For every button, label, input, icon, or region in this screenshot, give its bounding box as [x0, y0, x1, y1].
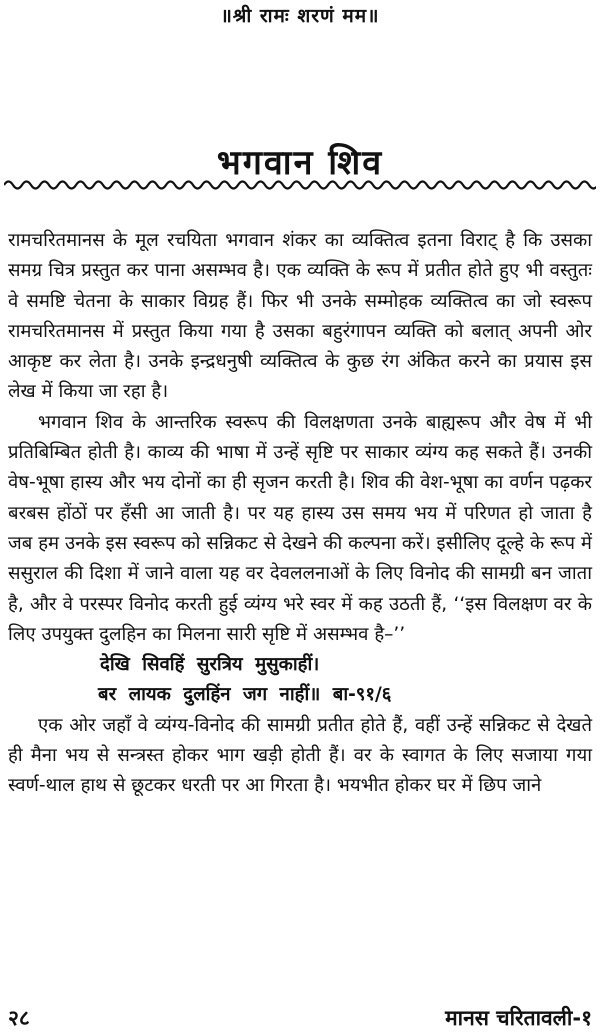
chapter-title: भगवान शिव [216, 143, 384, 183]
verse-line-1: देखि सिवहिं सुरत्रिय मुसुकाहीं। [100, 654, 320, 676]
page-number: २८ [8, 1006, 30, 1030]
paragraph-3: एक ओर जहाँ वे व्यंग्य-विनोद की सामग्री प्रतीत होते हैं, वहीं उन्हें सन्निकट से देखते ही मैना भय से सन्त्रस्त होकर भाग खड़ी होती हैं। वर के स्वागत के लिए सजाया गया स्वर्ण-थाल हाथ से छूटकर धरती पर आ गिरता है। भयभीत होकर घर में छिप जाने [8, 714, 592, 797]
main-text [8, 226, 592, 802]
paragraph-1: रामचरितमानस के मूल रचयिता भगवान शंकर का व्यक्तित्व इतना विराट् है कि उसका समग्र चित्र प्रस्तुत कर पाना असम्भव है। एक व्यक्ति के रूप में प्रतीत होते हुए भी वस्तुतः वे समष्टि चेतना के साकार विग्रह हैं। फिर भी उनके सम्मोहक व्यक्तित्व का जो स्वरूप रामचरितमानस में प्रस्तुत किया गया है उसका बहुरंगापन व्यक्ति को बलात् अपनी ओर आकृष्ट कर लेता है। उनके इन्द्रधनुषी व्यक्तित्व के कुछ रंग अंकित करने का प्रयास इस लेख में किया जा रहा है। [8, 230, 592, 403]
book-title: मानस चरितावली-१ [445, 1006, 592, 1030]
page-invocation: ॥श्री रामः शरणं मम॥ [220, 5, 380, 27]
paragraph-2: भगवान शिव के आन्तरिक स्वरूप की विलक्षणता उनके बाह्यरूप और वेष में भी प्रतिबिम्बित होती है। काव्य की भाषा में उन्हें सृष्टि पर साकार व्यंग्य कह सकते हैं। उनकी वेष-भूषा हास्य और भय दोनों का ही सृजन करती है। शिव की वेश-भूषा का वर्णन पढ़कर बरबस होंठों पर हँसी आ जाती है। पर यह हास्य उस समय भय में परिणत हो जाता है जब हम उनके इस स्वरूप को सन्निकट से देखने की कल्पना करें। इसीलिए दूल्हे के रूप में ससुराल की दिशा में जाने वाला यह वर देवललनाओं के लिए विनोद की सामग्री बन जाता है, और वे परस्पर विनोद करती हुई व्यंग्य भरे स्वर में कह उठती हैं, ‘‘इस विलक्षण वर के लिए उपयुक्त दुलहिन का मिलना सारी सृष्टि में असम्भव है–’’ [8, 411, 592, 645]
title-wave-divider [4, 176, 596, 194]
verse-line-2: बर लायक दुलहिंन जग नाहीं॥ बा-९१/६ [98, 684, 392, 706]
